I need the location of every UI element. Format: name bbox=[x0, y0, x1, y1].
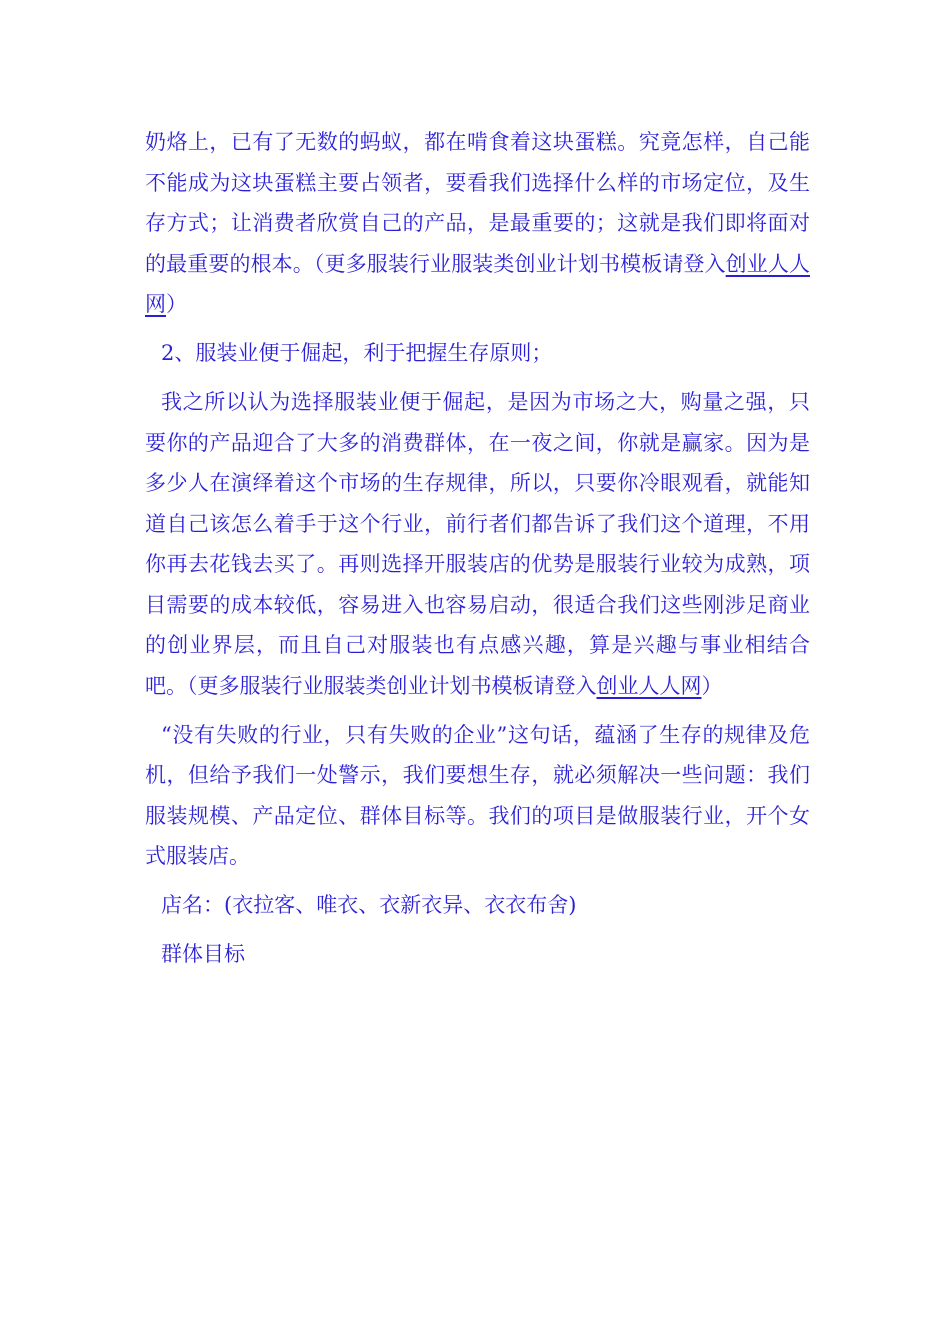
paragraph-text: 奶烙上，已有了无数的蚂蚁，都在啃食着这块蛋糕。究竟怎样，自己能不能成为这块蛋糕主要占领者，要看我们选择什么样的市场定位，及生存方式；让消费者欣赏自己的产品，是最重要的；这就是我们即将面对的最重要的根本。（更多服装行业服装类创业计划书模板请登入 bbox=[145, 130, 810, 276]
paragraph-store-name: 店名：(衣拉客、唯衣、衣新衣异、衣衣布舍) bbox=[161, 893, 577, 917]
paragraph-no-failed-industry: “没有失败的行业，只有失败的企业”这句话，蕴涵了生存的规律及危机，但给予我们一处警示，我们要想生存，就必须解决一些问题：我们服装规模、产品定位、群体目标等。我们的项目是做服装行业，开个女式服装店。 bbox=[145, 722, 810, 868]
paragraph-suffix: ） bbox=[701, 673, 723, 698]
paragraph-industry-choice bbox=[145, 382, 810, 706]
paragraph-target-group: 群体目标 bbox=[161, 942, 245, 966]
paragraph-text: 我之所以认为选择服装业便于倔起，是因为市场之大，购量之强，只要你的产品迎合了大多的消费群体，在一夜之间，你就是赢家。因为是多少人在演绎着这个市场的生存规律，所以，只要你冷眼观看，就能知道自己该怎么着手于这个行业，前行者们都告诉了我们这个道理，不用你再去花钱去买了。再则选择开服装店的优势是服装行业较为成熟，项目需要的成本较低，容易进入也容易启动，很适合我们这些刚涉足商业的创业界层，而且自己对服装也有点感兴趣，算是兴趣与事业相结合吧。（更多服装行业服装类创业计划书模板请登入 bbox=[145, 390, 810, 698]
document-page bbox=[145, 122, 810, 983]
link-chuangye-renren[interactable]: 创业人人网 bbox=[596, 673, 702, 698]
paragraph-market-positioning bbox=[145, 122, 810, 325]
link-chuangye-renren[interactable]: 创业人人网 bbox=[145, 251, 811, 316]
paragraph-suffix: ） bbox=[166, 292, 187, 316]
section-heading-2: 2、服装业便于倔起，利于把握生存原则； bbox=[161, 341, 553, 365]
